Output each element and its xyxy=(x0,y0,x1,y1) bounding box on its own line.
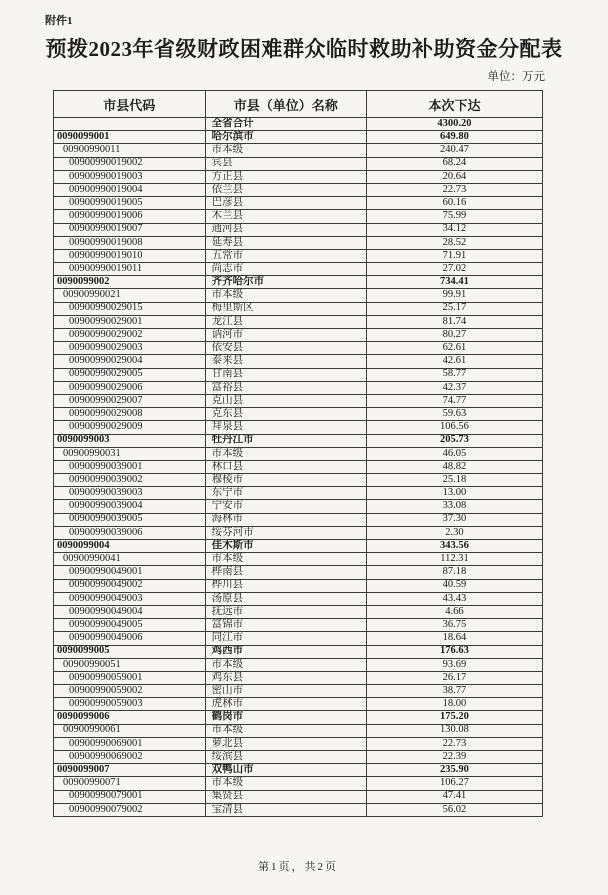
code-cell: 00900990019005 xyxy=(54,197,206,210)
code-cell: 00900990039006 xyxy=(54,526,206,539)
value-cell: 37.30 xyxy=(366,513,542,526)
code-cell: 00900990029015 xyxy=(54,302,206,315)
header-name: 市县（单位）名称 xyxy=(205,91,366,118)
value-cell: 734.41 xyxy=(366,276,542,289)
code-cell: 00900990069002 xyxy=(54,751,206,764)
name-cell: 鸡西市 xyxy=(205,645,366,658)
name-cell: 鸡东县 xyxy=(205,671,366,684)
value-cell: 81.74 xyxy=(366,315,542,328)
name-cell: 富锦市 xyxy=(205,619,366,632)
code-cell: 00900990069001 xyxy=(54,737,206,750)
table-row xyxy=(54,421,543,434)
table-row xyxy=(54,223,543,236)
value-cell: 4.66 xyxy=(366,605,542,618)
name-cell: 甘南县 xyxy=(205,368,366,381)
name-cell: 桦川县 xyxy=(205,579,366,592)
value-cell: 36.75 xyxy=(366,619,542,632)
value-cell: 42.37 xyxy=(366,381,542,394)
value-cell: 27.02 xyxy=(366,263,542,276)
code-cell xyxy=(54,118,206,131)
code-cell: 00900990039003 xyxy=(54,487,206,500)
name-cell: 巴彦县 xyxy=(205,197,366,210)
name-cell: 密山市 xyxy=(205,685,366,698)
value-cell: 106.56 xyxy=(366,421,542,434)
code-cell: 00900990019010 xyxy=(54,249,206,262)
name-cell: 市本级 xyxy=(205,144,366,157)
code-cell: 00900990029003 xyxy=(54,342,206,355)
name-cell: 依安县 xyxy=(205,342,366,355)
table-row xyxy=(54,619,543,632)
value-cell: 87.18 xyxy=(366,566,542,579)
table-row xyxy=(54,751,543,764)
table-row xyxy=(54,381,543,394)
table-row xyxy=(54,236,543,249)
name-cell: 龙江县 xyxy=(205,315,366,328)
table-row xyxy=(54,685,543,698)
value-cell: 112.31 xyxy=(366,553,542,566)
name-cell: 林口县 xyxy=(205,460,366,473)
allocation-table xyxy=(53,90,543,817)
value-cell: 22.73 xyxy=(366,183,542,196)
code-cell: 00900990059003 xyxy=(54,698,206,711)
code-cell: 00900990049003 xyxy=(54,592,206,605)
value-cell: 130.08 xyxy=(366,724,542,737)
code-cell: 00900990019002 xyxy=(54,157,206,170)
table-row xyxy=(54,342,543,355)
code-cell: 00900990059001 xyxy=(54,671,206,684)
code-cell: 00900990019004 xyxy=(54,183,206,196)
value-cell: 22.73 xyxy=(366,737,542,750)
code-cell: 00900990049004 xyxy=(54,605,206,618)
table-row xyxy=(54,302,543,315)
value-cell: 18.00 xyxy=(366,698,542,711)
value-cell: 38.77 xyxy=(366,685,542,698)
name-cell: 东宁市 xyxy=(205,487,366,500)
value-cell: 26.17 xyxy=(366,671,542,684)
value-cell: 68.24 xyxy=(366,157,542,170)
code-cell: 00900990019007 xyxy=(54,223,206,236)
table-row xyxy=(54,566,543,579)
table-row xyxy=(54,144,543,157)
code-cell: 0090099002 xyxy=(54,276,206,289)
value-cell: 74.77 xyxy=(366,394,542,407)
value-cell: 93.69 xyxy=(366,658,542,671)
value-cell: 2.30 xyxy=(366,526,542,539)
name-cell: 萝北县 xyxy=(205,737,366,750)
value-cell: 80.27 xyxy=(366,329,542,342)
name-cell: 克山县 xyxy=(205,394,366,407)
code-cell: 00900990041 xyxy=(54,553,206,566)
name-cell: 集贤县 xyxy=(205,790,366,803)
table-row xyxy=(54,131,543,144)
name-cell: 市本级 xyxy=(205,658,366,671)
table-row xyxy=(54,698,543,711)
value-cell: 22.39 xyxy=(366,751,542,764)
code-cell: 00900990071 xyxy=(54,777,206,790)
value-cell: 25.18 xyxy=(366,474,542,487)
name-cell: 佳木斯市 xyxy=(205,540,366,553)
table-row xyxy=(54,210,543,223)
value-cell: 343.56 xyxy=(366,540,542,553)
name-cell: 齐齐哈尔市 xyxy=(205,276,366,289)
table-row xyxy=(54,526,543,539)
value-cell: 56.02 xyxy=(366,803,542,816)
name-cell: 讷河市 xyxy=(205,329,366,342)
table-row xyxy=(54,197,543,210)
name-cell: 绥滨县 xyxy=(205,751,366,764)
value-cell: 205.73 xyxy=(366,434,542,447)
value-cell: 59.63 xyxy=(366,408,542,421)
name-cell: 市本级 xyxy=(205,553,366,566)
name-cell: 全省合计 xyxy=(205,118,366,131)
name-cell: 五常市 xyxy=(205,249,366,262)
table-header-row xyxy=(54,91,543,118)
table-row xyxy=(54,289,543,302)
attachment-label: 附件1 xyxy=(45,15,73,27)
table-row xyxy=(54,394,543,407)
name-cell: 方正县 xyxy=(205,170,366,183)
name-cell: 依兰县 xyxy=(205,183,366,196)
name-cell: 泰来县 xyxy=(205,355,366,368)
name-cell: 克东县 xyxy=(205,408,366,421)
code-cell: 00900990031 xyxy=(54,447,206,460)
table-row xyxy=(54,447,543,460)
header-amount: 本次下达 xyxy=(366,91,542,118)
name-cell: 牡丹江市 xyxy=(205,434,366,447)
name-cell: 哈尔滨市 xyxy=(205,131,366,144)
name-cell: 拜泉县 xyxy=(205,421,366,434)
page-title: 预拨2023年省级财政困难群众临时救助补助资金分配表 xyxy=(45,37,563,61)
value-cell: 240.47 xyxy=(366,144,542,157)
code-cell: 00900990029002 xyxy=(54,329,206,342)
code-cell: 00900990049001 xyxy=(54,566,206,579)
value-cell: 62.61 xyxy=(366,342,542,355)
value-cell: 4300.20 xyxy=(366,118,542,131)
header-code: 市县代码 xyxy=(54,91,206,118)
table-row xyxy=(54,592,543,605)
code-cell: 00900990029008 xyxy=(54,408,206,421)
table-row xyxy=(54,500,543,513)
table-row xyxy=(54,276,543,289)
table-row xyxy=(54,671,543,684)
name-cell: 市本级 xyxy=(205,724,366,737)
code-cell: 0090099005 xyxy=(54,645,206,658)
name-cell: 木兰县 xyxy=(205,210,366,223)
value-cell: 47.41 xyxy=(366,790,542,803)
value-cell: 28.52 xyxy=(366,236,542,249)
code-cell: 0090099006 xyxy=(54,711,206,724)
value-cell: 235.90 xyxy=(366,764,542,777)
code-cell: 00900990019008 xyxy=(54,236,206,249)
name-cell: 抚远市 xyxy=(205,605,366,618)
value-cell: 46.05 xyxy=(366,447,542,460)
code-cell: 00900990019003 xyxy=(54,170,206,183)
value-cell: 71.91 xyxy=(366,249,542,262)
unit-note: 单位：万元 xyxy=(487,71,545,83)
code-cell: 00900990029004 xyxy=(54,355,206,368)
table-row xyxy=(54,157,543,170)
table-row xyxy=(54,315,543,328)
table-row xyxy=(54,579,543,592)
table-row xyxy=(54,355,543,368)
name-cell: 市本级 xyxy=(205,447,366,460)
value-cell: 649.80 xyxy=(366,131,542,144)
name-cell: 穆棱市 xyxy=(205,474,366,487)
code-cell: 00900990061 xyxy=(54,724,206,737)
name-cell: 鹤岗市 xyxy=(205,711,366,724)
code-cell: 00900990079001 xyxy=(54,790,206,803)
name-cell: 虎林市 xyxy=(205,698,366,711)
table-row xyxy=(54,118,543,131)
table-row xyxy=(54,737,543,750)
table-row xyxy=(54,460,543,473)
code-cell: 00900990059002 xyxy=(54,685,206,698)
value-cell: 34.12 xyxy=(366,223,542,236)
value-cell: 175.20 xyxy=(366,711,542,724)
value-cell: 42.61 xyxy=(366,355,542,368)
name-cell: 尚志市 xyxy=(205,263,366,276)
name-cell: 市本级 xyxy=(205,777,366,790)
value-cell: 48.82 xyxy=(366,460,542,473)
name-cell: 汤原县 xyxy=(205,592,366,605)
code-cell: 00900990049006 xyxy=(54,632,206,645)
value-cell: 176.63 xyxy=(366,645,542,658)
name-cell: 延寿县 xyxy=(205,236,366,249)
code-cell: 00900990079002 xyxy=(54,803,206,816)
name-cell: 绥芬河市 xyxy=(205,526,366,539)
name-cell: 桦南县 xyxy=(205,566,366,579)
code-cell: 00900990029009 xyxy=(54,421,206,434)
code-cell: 0090099007 xyxy=(54,764,206,777)
value-cell: 13.00 xyxy=(366,487,542,500)
table-row xyxy=(54,368,543,381)
table-row xyxy=(54,408,543,421)
table-row xyxy=(54,487,543,500)
name-cell: 宁安市 xyxy=(205,500,366,513)
value-cell: 33.08 xyxy=(366,500,542,513)
value-cell: 20.64 xyxy=(366,170,542,183)
value-cell: 75.99 xyxy=(366,210,542,223)
name-cell: 梅里斯区 xyxy=(205,302,366,315)
table-row xyxy=(54,711,543,724)
table-row xyxy=(54,183,543,196)
code-cell: 00900990029007 xyxy=(54,394,206,407)
name-cell: 双鸭山市 xyxy=(205,764,366,777)
page-footer: 第1页，共2页 xyxy=(258,861,338,873)
code-cell: 00900990029005 xyxy=(54,368,206,381)
code-cell: 00900990039001 xyxy=(54,460,206,473)
code-cell: 00900990019011 xyxy=(54,263,206,276)
name-cell: 通河县 xyxy=(205,223,366,236)
table-row xyxy=(54,645,543,658)
value-cell: 106.27 xyxy=(366,777,542,790)
table-row xyxy=(54,632,543,645)
name-cell: 富裕县 xyxy=(205,381,366,394)
code-cell: 00900990051 xyxy=(54,658,206,671)
name-cell: 海林市 xyxy=(205,513,366,526)
name-cell: 宾县 xyxy=(205,157,366,170)
value-cell: 99.91 xyxy=(366,289,542,302)
value-cell: 43.43 xyxy=(366,592,542,605)
value-cell: 60.16 xyxy=(366,197,542,210)
table-row xyxy=(54,540,543,553)
table-row xyxy=(54,170,543,183)
value-cell: 25.17 xyxy=(366,302,542,315)
code-cell: 00900990049005 xyxy=(54,619,206,632)
table-row xyxy=(54,249,543,262)
name-cell: 同江市 xyxy=(205,632,366,645)
table-row xyxy=(54,764,543,777)
code-cell: 0090099003 xyxy=(54,434,206,447)
value-cell: 40.59 xyxy=(366,579,542,592)
table-row xyxy=(54,790,543,803)
code-cell: 00900990021 xyxy=(54,289,206,302)
code-cell: 00900990029006 xyxy=(54,381,206,394)
table-row xyxy=(54,605,543,618)
name-cell: 市本级 xyxy=(205,289,366,302)
code-cell: 00900990011 xyxy=(54,144,206,157)
code-cell: 0090099001 xyxy=(54,131,206,144)
table-row xyxy=(54,474,543,487)
table-row xyxy=(54,724,543,737)
table-body xyxy=(54,118,543,817)
table-row xyxy=(54,777,543,790)
code-cell: 00900990039002 xyxy=(54,474,206,487)
name-cell: 宝清县 xyxy=(205,803,366,816)
code-cell: 00900990039004 xyxy=(54,500,206,513)
code-cell: 0090099004 xyxy=(54,540,206,553)
code-cell: 00900990019006 xyxy=(54,210,206,223)
table-row xyxy=(54,263,543,276)
code-cell: 00900990049002 xyxy=(54,579,206,592)
value-cell: 58.77 xyxy=(366,368,542,381)
table-row xyxy=(54,513,543,526)
code-cell: 00900990039005 xyxy=(54,513,206,526)
table-row xyxy=(54,434,543,447)
value-cell: 18.64 xyxy=(366,632,542,645)
table-row xyxy=(54,803,543,816)
table-row xyxy=(54,553,543,566)
code-cell: 00900990029001 xyxy=(54,315,206,328)
table-row xyxy=(54,658,543,671)
table-row xyxy=(54,329,543,342)
